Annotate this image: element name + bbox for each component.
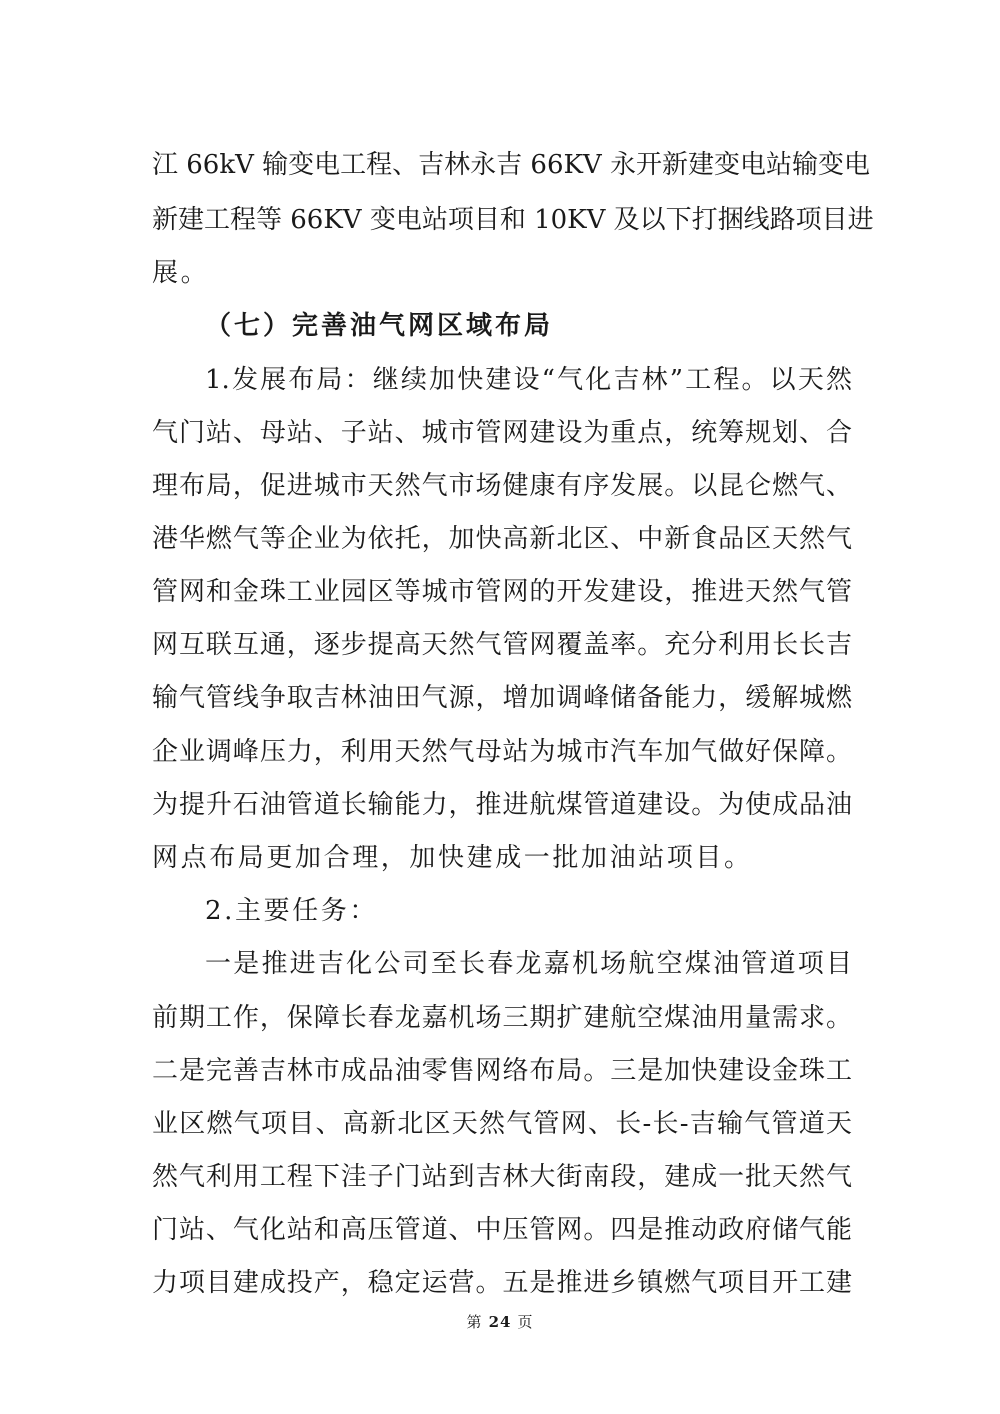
body-line: 企业调峰压力，利用天然气母站为城市汽车加气做好保障。 [152, 737, 852, 767]
body-line: 一是推进吉化公司至长春龙嘉机场航空煤油管道项目 [205, 949, 852, 979]
body-line: 输气管线争取吉林油田气源，增加调峰储备能力，缓解城燃 [152, 683, 852, 713]
footer-suffix: 页 [517, 1313, 534, 1331]
body-line: 网点布局更加合理，加快建成一批加油站项目。 [152, 843, 753, 873]
body-line: 江 66kV 输变电工程、吉林永吉 66KV 永开新建变电站输变电 [152, 150, 870, 180]
body-line: 网互联互通，逐步提高天然气管网覆盖率。充分利用长长吉 [152, 630, 852, 660]
page-number: 24 [488, 1313, 512, 1331]
page-footer [0, 1310, 1000, 1334]
body-line: 展。 [152, 258, 210, 288]
body-line: 理布局，促进城市天然气市场健康有序发展。以昆仑燃气、 [152, 471, 852, 501]
body-line: 管网和金珠工业园区等城市管网的开发建设，推进天然气管 [152, 577, 852, 607]
footer-prefix: 第 [466, 1313, 483, 1331]
body-line: 为提升石油管道长输能力，推进航煤管道建设。为使成品油 [152, 790, 852, 820]
body-line: 业区燃气项目、高新北区天然气管网、长-长-吉输气管道天 [152, 1109, 852, 1139]
body-line: 力项目建成投产，稳定运营。五是推进乡镇燃气项目开工建 [152, 1268, 852, 1298]
body-line: 二是完善吉林市成品油零售网络布局。三是加快建设金珠工 [152, 1056, 852, 1086]
body-line: 港华燃气等企业为依托，加快高新北区、中新食品区天然气 [152, 524, 852, 554]
subsection-heading: 2.主要任务： [205, 896, 379, 926]
body-line: 新建工程等 66KV 变电站项目和 10KV 及以下打捆线路项目进 [152, 205, 874, 235]
body-line: 门站、气化站和高压管道、中压管网。四是推动政府储气能 [152, 1215, 852, 1245]
body-line: 气门站、母站、子站、城市管网建设为重点，统筹规划、合 [152, 418, 852, 448]
body-line: 1.发展布局：继续加快建设“气化吉林”工程。以天然 [205, 365, 852, 395]
body-line: 然气利用工程下洼子门站到吉林大街南段，建成一批天然气 [152, 1162, 852, 1192]
body-line: 前期工作，保障长春龙嘉机场三期扩建航空煤油用量需求。 [152, 1003, 852, 1033]
section-heading: （七）完善油气网区域布局 [205, 311, 554, 341]
